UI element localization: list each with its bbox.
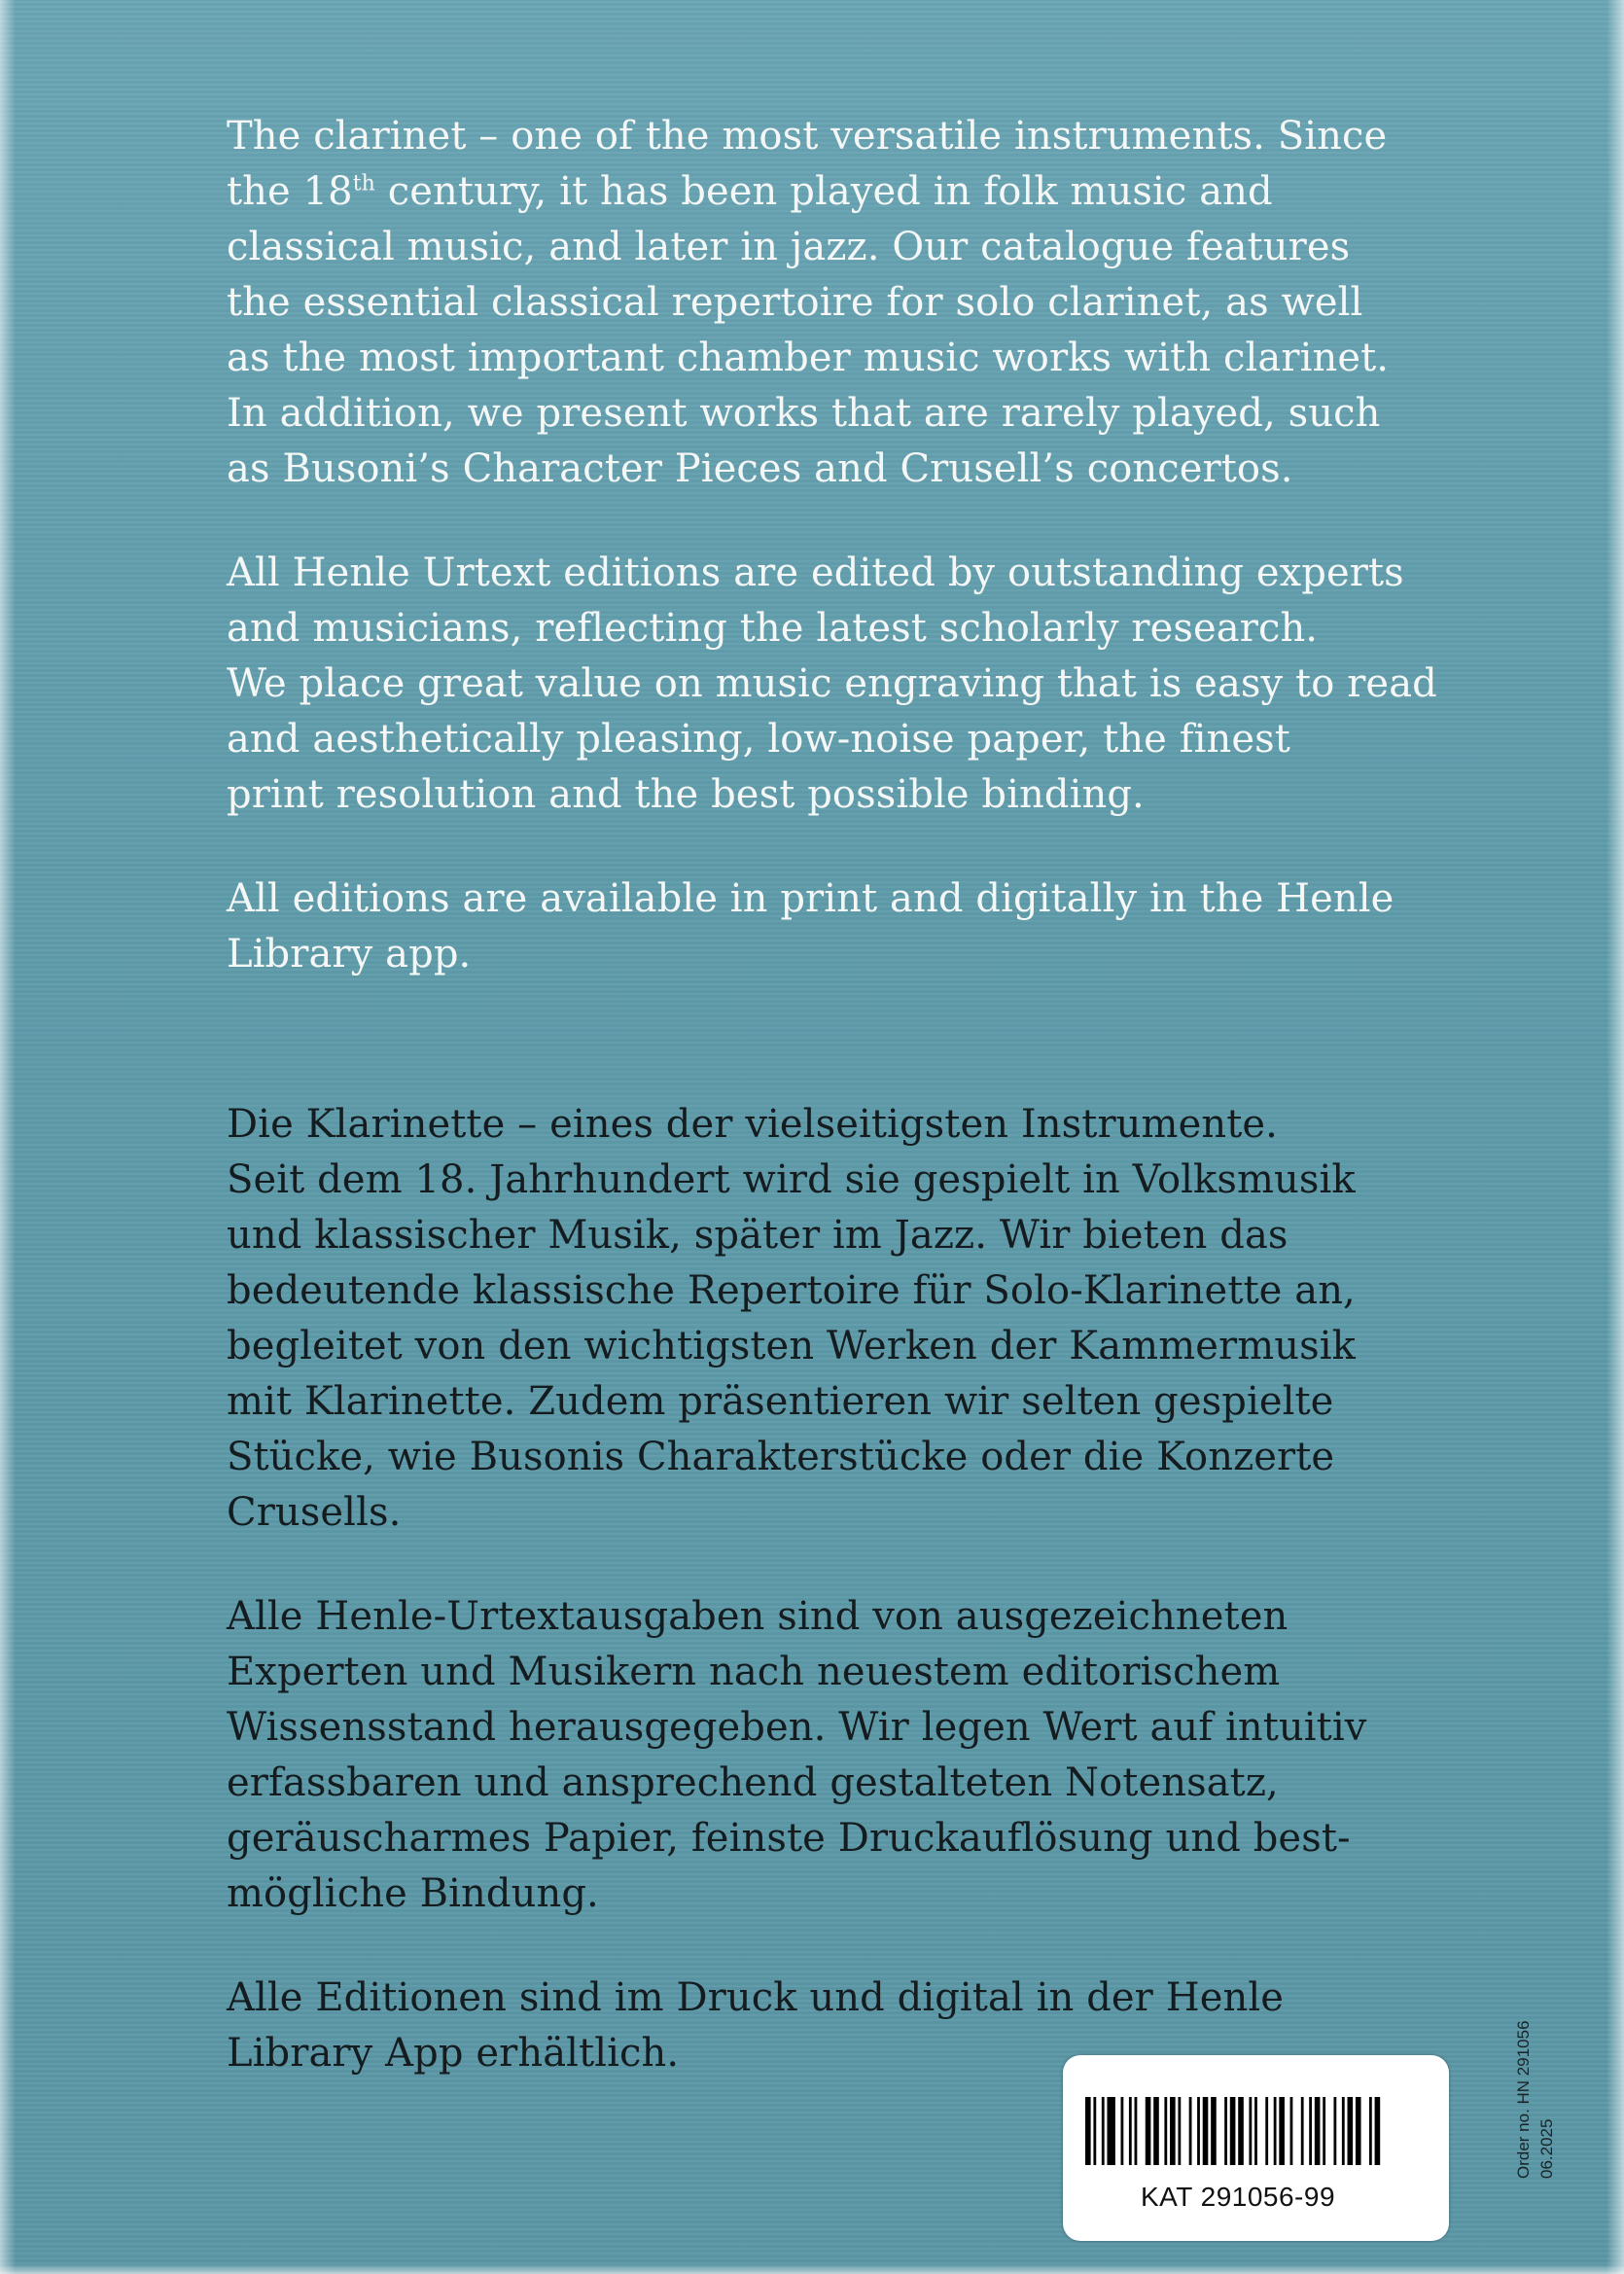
german-text-line: Die Klarinette – eines der vielseitigsten Instrumente. (227, 1102, 1278, 1147)
barcode-bar (1093, 2097, 1096, 2165)
english-text-line: as Busoni’s Character Pieces and Crusell’s concertos. (227, 446, 1293, 491)
english-text-line: as the most important chamber music works with clarinet. (227, 336, 1390, 380)
english-text-line: and musicians, reflecting the latest scholarly research. (227, 606, 1319, 651)
edition-date: 06.2025 (1537, 2118, 1556, 2179)
english-text-line (227, 164, 1374, 220)
barcode-bar (1189, 2097, 1192, 2165)
paper-edge-bottom (0, 2264, 1624, 2274)
german-text-line: Seit dem 18. Jahrhundert wird sie gespielt in Volksmusik (227, 1157, 1356, 1202)
barcode-bar (1356, 2097, 1361, 2165)
barcode-bar (1238, 2097, 1244, 2165)
barcode-bar (1274, 2097, 1277, 2165)
barcode-bar (1254, 2097, 1257, 2165)
barcode-bar (1102, 2097, 1105, 2165)
barcode-bar (1342, 2097, 1345, 2165)
text-segment: the 18 (227, 169, 353, 214)
barcode-bar (1375, 2097, 1381, 2165)
english-text-line: All Henle Urtext editions are edited by outstanding experts (227, 551, 1404, 595)
barcode-bar (1203, 2097, 1209, 2165)
barcode-bar (1348, 2097, 1354, 2165)
german-text-line: begleitet von den wichtigsten Werken der Kammermusik (227, 1324, 1356, 1368)
english-text-line: Library app. (227, 932, 472, 977)
english-text-line: The clarinet – one of the most versatile instruments. Since (227, 114, 1388, 159)
barcode-bar (1369, 2097, 1372, 2165)
english-text-line: All editions are available in print and digitally in the Henle (227, 876, 1395, 921)
english-text-line: In addition, we present works that are rarely played, such (227, 391, 1381, 436)
text-segment: century, it has been played in folk music and (374, 169, 1273, 214)
barcode-bar (1333, 2097, 1336, 2165)
order-info (1512, 2004, 1571, 2179)
order-number: Order no. HN 291056 (1514, 2020, 1533, 2179)
barcode-bar (1211, 2097, 1217, 2165)
barcode-bar (1197, 2097, 1200, 2165)
barcode-bar (1146, 2097, 1151, 2165)
german-text-line: mit Klarinette. Zudem präsentieren wir selten gespielte (227, 1379, 1334, 1424)
german-text-line: Experten und Musikern nach neuestem editorischem (227, 1650, 1281, 1694)
barcode-bar (1153, 2097, 1159, 2165)
barcode-bar (1129, 2097, 1132, 2165)
german-text-line: Wissensstand herausgegeben. Wir legen Wert auf intuitiv (227, 1705, 1367, 1750)
barcode (1085, 2097, 1383, 2165)
barcode-bar (1301, 2097, 1304, 2165)
paper-edge-left (0, 0, 16, 2274)
paper-edge-right (1606, 0, 1624, 2274)
english-text-line: We place great value on music engraving that is easy to read (227, 661, 1437, 706)
barcode-bar (1290, 2097, 1293, 2165)
catalog-code: KAT 291056-99 (1140, 2182, 1336, 2212)
barcode-bar (1178, 2097, 1181, 2165)
barcode-bar (1309, 2097, 1312, 2165)
english-text-line: classical music, and later in jazz. Our catalogue features (227, 225, 1351, 269)
german-text-line: Stücke, wie Busonis Charakterstücke oder die Konzerte (227, 1435, 1335, 1479)
barcode-bar (1224, 2097, 1227, 2165)
german-text-line: Alle Henle-Urtextausgaben sind von ausgezeichneten (227, 1594, 1289, 1639)
english-paragraph (227, 546, 1437, 823)
barcode-bar (1249, 2097, 1252, 2165)
german-text-line: mögliche Bindung. (227, 1871, 599, 1916)
german-text-line: und klassischer Musik, später im Jazz. Wir bieten das (227, 1213, 1289, 1258)
english-text-line: the essential classical repertoire for solo clarinet, as well (227, 280, 1363, 325)
barcode-bar (1107, 2097, 1114, 2165)
german-text-line: geräuscharmes Papier, feinste Druckauflösung und best- (227, 1816, 1351, 1861)
german-text-line: Library App erhältlich. (227, 2031, 680, 2076)
english-paragraph (227, 871, 1395, 982)
german-text-line: erfassbaren und ansprechend gestalteten Notensatz, (227, 1760, 1279, 1805)
english-text-line: and aesthetically pleasing, low-noise paper, the finest (227, 717, 1290, 762)
barcode-bar (1121, 2097, 1124, 2165)
english-paragraph (227, 109, 1390, 497)
barcode-bar (1230, 2097, 1236, 2165)
english-text-block (227, 109, 1437, 1031)
barcode-bar (1085, 2097, 1091, 2165)
german-text-line: Alle Editionen sind im Druck und digital in der Henle (227, 1975, 1284, 2020)
barcode-bar (1323, 2097, 1325, 2165)
barcode-bar (1279, 2097, 1285, 2165)
barcode-bar (1315, 2097, 1321, 2165)
ordinal-superscript: th (352, 171, 375, 196)
barcode-bar (1265, 2097, 1268, 2165)
german-paragraph (227, 1589, 1374, 1922)
german-text-line: Crusells. (227, 1490, 402, 1535)
catalog-label-sticker (1063, 2055, 1449, 2241)
german-text-block (227, 1097, 1374, 2130)
german-paragraph (227, 1097, 1374, 1541)
barcode-bar (1170, 2097, 1176, 2165)
barcode-bar (1135, 2097, 1138, 2165)
english-text-line: print resolution and the best possible binding. (227, 772, 1145, 817)
german-text-line: bedeutende klassische Repertoire für Solo-Klarinette an, (227, 1268, 1356, 1313)
barcode-bar (1164, 2097, 1167, 2165)
